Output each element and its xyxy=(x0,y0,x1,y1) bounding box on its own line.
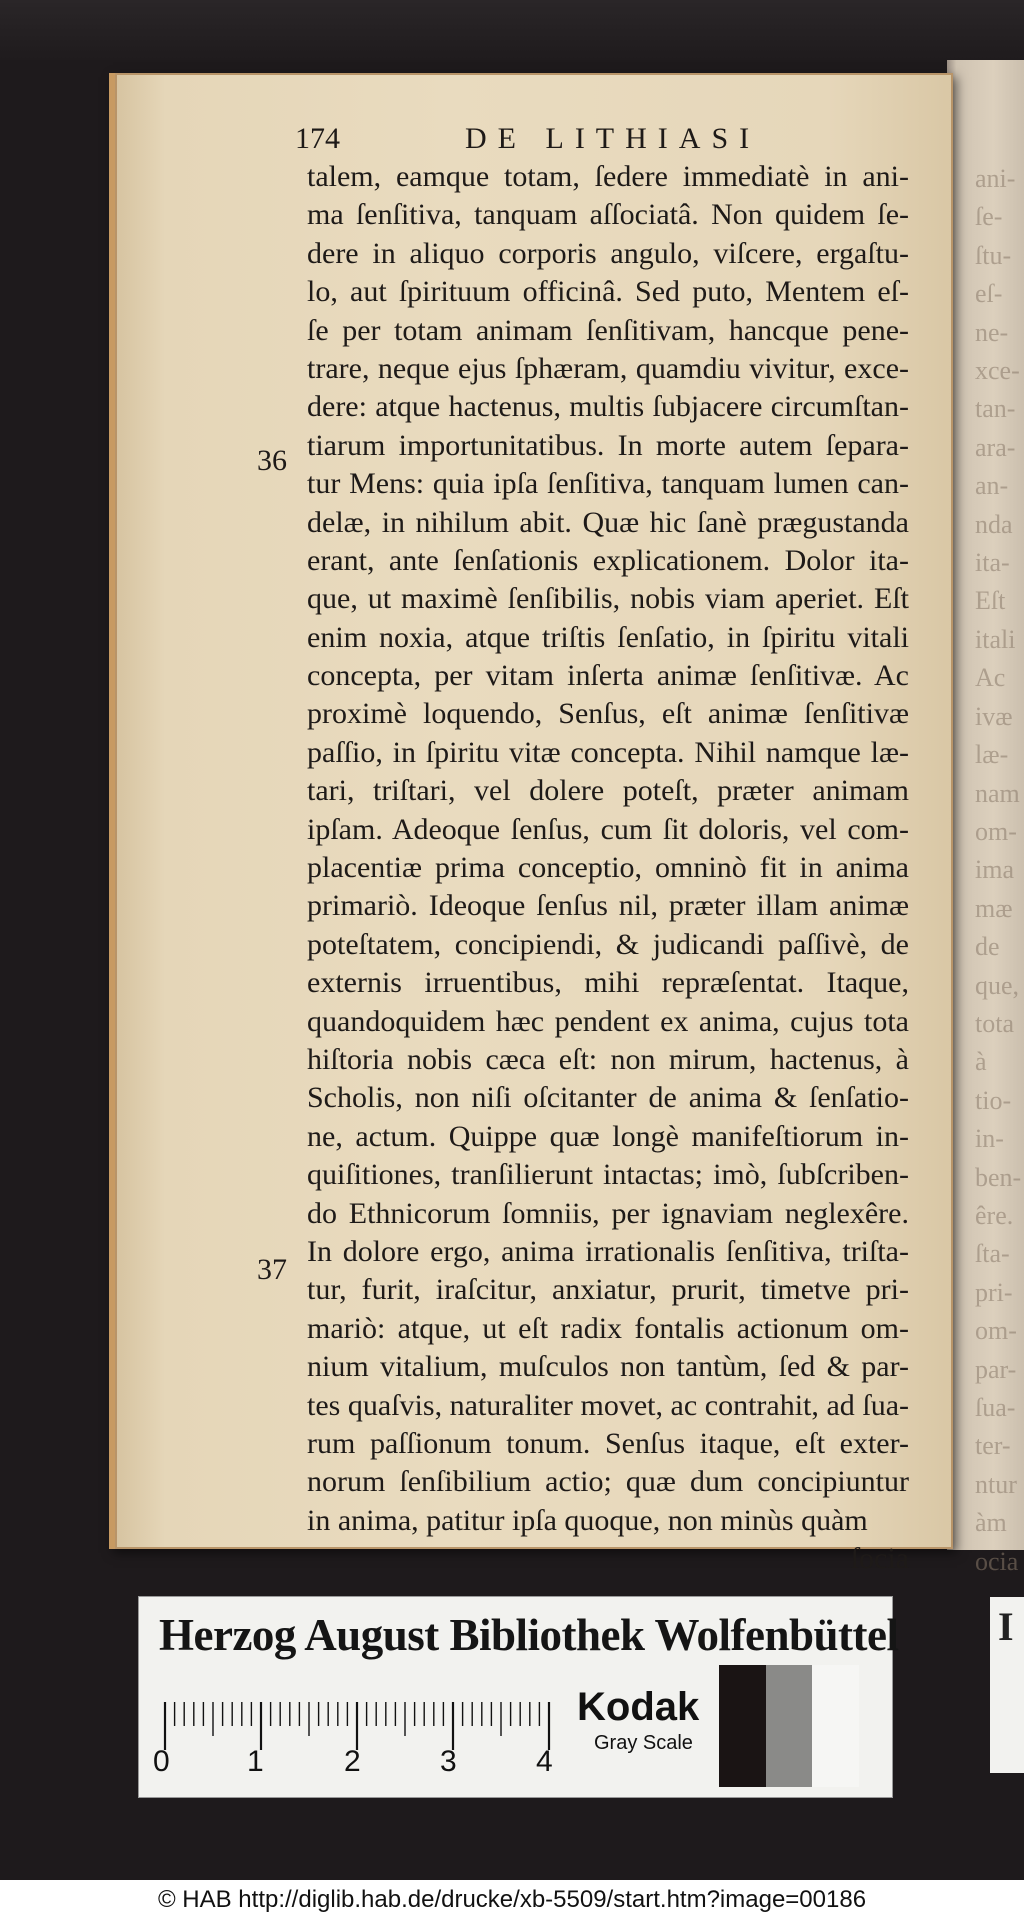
text-line: rum paſſionum tonum. Senſus itaque, eſt exter- xyxy=(307,1426,909,1460)
text-line: quiſitiones, tranſilierunt intactas; imò, ſubſcriben- xyxy=(307,1158,909,1192)
facing-fragment: ben- xyxy=(975,1162,1022,1192)
text-line: dere in aliquo corporis angulo, viſcere, ergaſtu- xyxy=(307,236,909,270)
facing-fragment: læ- xyxy=(975,740,1009,770)
facing-fragment: ocia xyxy=(975,1546,1019,1576)
margin-note-37: 37 xyxy=(257,1253,287,1286)
facing-fragment: mæ xyxy=(975,893,1013,923)
facing-fragment: xce- xyxy=(975,356,1020,386)
facing-fragment: que, xyxy=(975,970,1020,1000)
facing-fragment: ani- xyxy=(975,164,1016,193)
facing-fragment: ſta- xyxy=(975,1239,1010,1269)
text-line: tiarum importunitatibus. In morte autem ſepara- xyxy=(307,428,909,462)
text-line: talem, eamque totam, ſedere immediatè in ani- xyxy=(307,160,909,193)
facing-fragment: itali xyxy=(975,624,1016,654)
swatch-gray xyxy=(766,1665,813,1787)
facing-fragment: ara- xyxy=(975,432,1016,462)
facing-fragment: ivæ xyxy=(975,701,1013,731)
swatch-white xyxy=(812,1665,859,1787)
facing-fragment: de xyxy=(975,932,1000,962)
text-line: concepta, per vitam inſerta animæ ſenſitivæ. Ac xyxy=(307,659,909,693)
text-line: In dolore ergo, anima irrationalis ſenſitiva, triſta- xyxy=(307,1234,909,1268)
text-line: primariò. Ideoque ſenſus nil, præter illam animæ xyxy=(307,889,909,923)
ruler-label: 4 xyxy=(536,1745,553,1778)
text-line: tes quaſvis, naturaliter movet, ac contrahit, ad ſua- xyxy=(307,1388,909,1422)
facing-fragment: à xyxy=(975,1047,987,1077)
ruler-label: 1 xyxy=(247,1745,264,1778)
facing-fragment: Eſt xyxy=(975,586,1006,616)
catchword: ſocia xyxy=(850,1542,909,1576)
ruler-label: 3 xyxy=(440,1745,457,1778)
facing-card-letter: I xyxy=(998,1604,1014,1649)
library-color-card xyxy=(139,1597,899,1797)
text-line: proximè loquendo, Senſus, eſt animæ ſenſitivæ xyxy=(307,697,909,731)
kodak-logo: Kodak xyxy=(577,1685,700,1729)
facing-fragment: tio- xyxy=(975,1085,1012,1115)
text-line: hiſtoria nobis cæca eſt: non mirum, hactenus, à xyxy=(307,1042,909,1076)
scanner-backdrop xyxy=(0,0,1024,60)
text-line: quandoquidem hæc pendent ex anima, cujus tota xyxy=(307,1004,909,1038)
text-line: in anima, patitur ipſa quoque, non minùs quàm xyxy=(307,1503,868,1537)
text-line: nium vitalium, muſculos non tantùm, ſed & par- xyxy=(307,1350,909,1384)
text-line: ſe per totam animam ſenſitivam, hancque pene- xyxy=(307,313,909,347)
library-name: Herzog August Bibliothek Wolfenbüttel xyxy=(159,1610,899,1660)
facing-fragment: ntur xyxy=(975,1469,1017,1499)
text-line: trare, neque ejus ſphæram, quamdiu vivitur, exce- xyxy=(307,351,909,385)
facing-fragment: ſua- xyxy=(975,1393,1016,1422)
facing-fragment: om- xyxy=(975,1316,1017,1346)
facing-fragment: ter- xyxy=(975,1431,1011,1461)
footer-bar xyxy=(0,1880,1024,1926)
facing-fragment: êre. xyxy=(975,1200,1014,1230)
facing-fragment: pri- xyxy=(975,1277,1013,1307)
facing-fragment: ſtu- xyxy=(975,240,1012,270)
ruler-label: 2 xyxy=(344,1745,361,1778)
facing-fragment: om- xyxy=(975,816,1017,846)
text-line: erant, ante ſenſationis explicationem. Dolor ita- xyxy=(307,543,909,577)
facing-fragment: tan- xyxy=(975,394,1016,424)
facing-fragment: in- xyxy=(975,1124,1004,1154)
text-line: ne, actum. Quippe quæ longè manifeſtiorum in- xyxy=(307,1119,909,1153)
text-line: paſſio, in ſpiritu vitæ concepta. Nihil namque læ- xyxy=(307,735,909,769)
gray-scale-label: Gray Scale xyxy=(594,1732,693,1754)
page-number: 174 xyxy=(295,122,340,155)
text-line: enim noxia, atque triſtis ſenſatio, in ſpiritu vitali xyxy=(307,620,909,654)
text-line: tari, triſtari, vel dolere poteſt, præter animam xyxy=(307,774,909,808)
text-line: ipſam. Adeoque ſenſus, cum ſit doloris, vel com- xyxy=(307,812,909,846)
facing-page-text xyxy=(975,160,1023,1576)
text-line: externis irruentibus, mihi repræſentat. Itaque, xyxy=(307,966,909,1000)
text-line: do Ethnicorum ſomniis, per ignaviam neglexêre. xyxy=(307,1196,909,1230)
facing-fragment: ſe- xyxy=(975,202,1003,232)
facing-fragment: an- xyxy=(975,471,1009,501)
facing-fragment: àm xyxy=(975,1508,1007,1538)
text-line: delæ, in nihilum abit. Quæ hic ſanè prægustanda xyxy=(307,505,909,539)
text-line: dere: atque hactenus, multis ſubjacere circumſtan- xyxy=(307,390,909,424)
facing-fragment: ima xyxy=(975,855,1014,885)
text-line: tur, furit, iraſcitur, anxiatur, prurit, timetve pri- xyxy=(307,1273,909,1307)
facing-fragment: Ac xyxy=(975,663,1006,693)
facing-fragment: ne- xyxy=(975,317,1009,347)
facing-fragment: par- xyxy=(975,1354,1017,1384)
facing-fragment: nam xyxy=(975,778,1020,808)
text-line: ma ſenſitiva, tanquam aſſociatâ. Non quidem ſe- xyxy=(307,198,909,232)
body-text xyxy=(307,158,909,1578)
text-line: lo, aut ſpirituum officinâ. Sed puto, Mentem eſ- xyxy=(307,275,909,309)
text-line: Scholis, non niſi oſcitanter de anima & ſenſatio- xyxy=(307,1081,909,1115)
text-line: que, ut maximè ſenſibilis, nobis viam aperiet. Eſt xyxy=(307,582,909,616)
swatch-black xyxy=(719,1665,766,1787)
facing-fragment: nda xyxy=(975,509,1013,539)
text-line: poteſtatem, concipiendi, & judicandi paſſivè, de xyxy=(307,927,909,961)
text-line: tur Mens: quia ipſa ſenſitiva, tanquam lumen can- xyxy=(307,467,909,501)
text-line: norum ſenſibilium actio; quæ dum concipiuntur xyxy=(307,1465,909,1499)
copyright-link[interactable]: © HAB http://diglib.hab.de/drucke/xb-5509/start.htm?image=00186 xyxy=(157,1886,867,1913)
text-line: mariò: atque, ut eſt radix fontalis actionum om- xyxy=(307,1311,909,1345)
facing-library-card xyxy=(990,1597,1024,1773)
gray-swatches xyxy=(719,1665,859,1787)
margin-note-36: 36 xyxy=(257,444,287,477)
ruler-label: 0 xyxy=(153,1745,170,1778)
facing-fragment: tota xyxy=(975,1008,1014,1038)
running-head: DE LITHIASI xyxy=(465,122,761,155)
text-line: placentiæ prima conceptio, omninò fit in anima xyxy=(307,851,909,885)
facing-fragment: eſ- xyxy=(975,279,1003,309)
facing-fragment: ita- xyxy=(975,548,1010,578)
